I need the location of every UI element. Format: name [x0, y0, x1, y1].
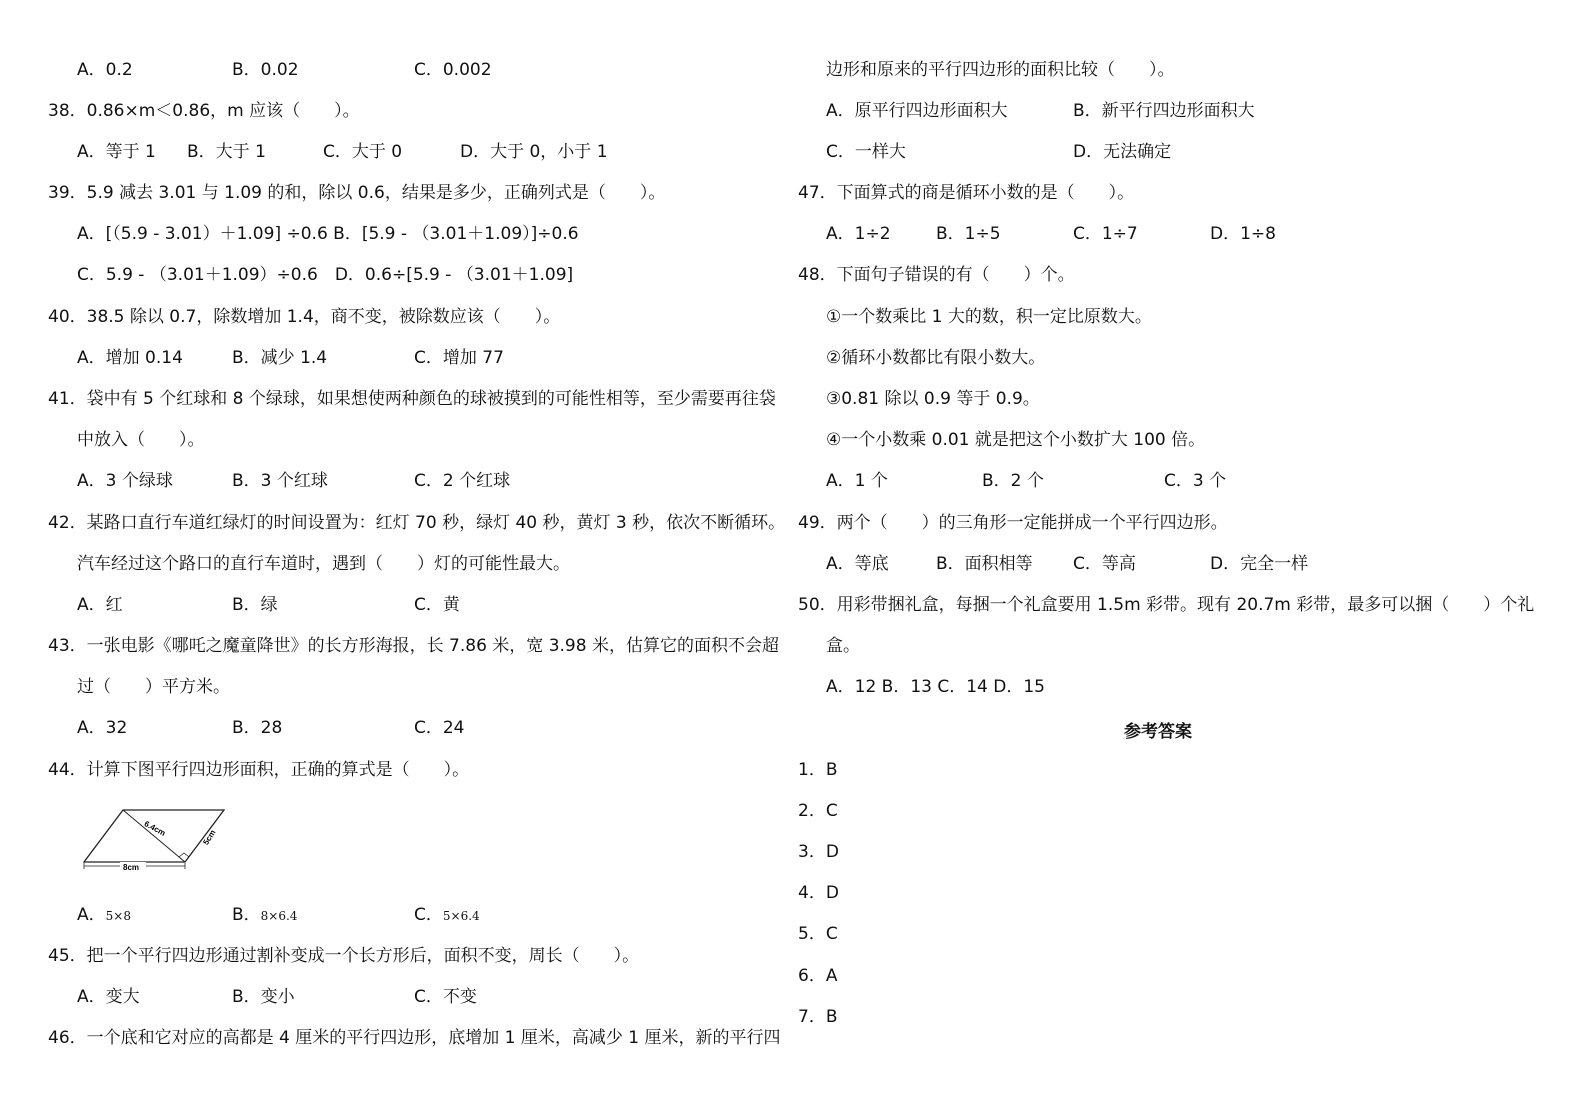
q41-stem-line1: 41．袋中有 5 个红球和 8 个绿球，如果想使两种颜色的球被摸到的可能性相等，至少需要再往袋	[48, 389, 776, 409]
q49-option-c: C．等高	[1073, 554, 1136, 574]
q42-stem-line1: 42．某路口直行车道红绿灯的时间设置为：红灯 70 秒，绿灯 40 秒，黄灯 3 秒，依次不断循环。	[48, 513, 786, 533]
q41-stem-line2: 中放入（ ）。	[77, 430, 205, 450]
q40-option-a: A．增加 0.14	[77, 348, 183, 368]
q43-stem-line1: 43．一张电影《哪吒之魔童降世》的长方形海报，长 7.86 米，宽 3.98 米，估算它的面积不会超	[48, 636, 779, 656]
q47-option-c: C．1÷7	[1073, 224, 1138, 244]
parallelogram-figure	[80, 800, 240, 875]
q50-options: A．12 B．13 C．14 D．15	[826, 677, 1045, 697]
q48-statement-4: ④一个小数乘 0.01 就是把这个小数扩大 100 倍。	[826, 430, 1206, 450]
q49-stem: 49．两个（ ）的三角形一定能拼成一个平行四边形。	[798, 513, 1228, 533]
q40-stem: 40．38.5 除以 0.7，除数增加 1.4，商不变，被除数应该（ ）。	[48, 307, 561, 327]
q50-stem-line2: 盒。	[826, 636, 860, 656]
q42-stem-line2: 汽车经过这个路口的直行车道时，遇到（ ）灯的可能性最大。	[77, 554, 570, 574]
q48-statement-1: ①一个数乘比 1 大的数，积一定比原数大。	[826, 307, 1152, 327]
label-diag: 6.4cm	[142, 819, 167, 838]
q42-option-b: B．绿	[232, 595, 278, 615]
q48-stem: 48．下面句子错误的有（ ）个。	[798, 265, 1075, 285]
answer-item: 2．C	[798, 801, 838, 821]
parallelogram-height-line	[123, 810, 185, 862]
q40-option-b: B．减少 1.4	[232, 348, 328, 368]
q48-statement-3: ③0.81 除以 0.9 等于 0.9。	[826, 389, 1040, 409]
q41-option-b: B．3 个红球	[232, 471, 328, 491]
q46-stem-line2: 边形和原来的平行四边形的面积比较（ ）。	[826, 60, 1175, 80]
q42-option-c: C．黄	[414, 595, 460, 615]
q37-option-b: B．0.02	[232, 60, 299, 80]
q37-option-c: C．0.002	[414, 60, 492, 80]
q45-stem: 45．把一个平行四边形通过割补变成一个长方形后，面积不变，周长（ ）。	[48, 946, 640, 966]
q44-option-a-formula: 5×8	[105, 909, 131, 923]
q48-option-a: A．1 个	[826, 471, 888, 491]
answers-title: 参考答案	[1124, 722, 1192, 742]
label-side: 5cm	[201, 828, 218, 847]
answer-item: 6．A	[798, 966, 838, 986]
q46-option-a: A．原平行四边形面积大	[826, 101, 1008, 121]
q44-stem: 44．计算下图平行四边形面积，正确的算式是（ ）。	[48, 760, 470, 780]
answer-item: 3．D	[798, 842, 839, 862]
answer-item: 7．B	[798, 1007, 838, 1027]
q44-option-c: C．5×6.4	[414, 905, 480, 925]
q38-option-d: D．大于 0，小于 1	[460, 142, 608, 162]
label-base: 8cm	[123, 863, 140, 872]
q46-option-c: C．一样大	[826, 142, 906, 162]
q38-stem: 38．0.86×m＜0.86，m 应该（ ）。	[48, 101, 360, 121]
q45-option-b: B．变小	[232, 987, 295, 1007]
q41-option-c: C．2 个红球	[414, 471, 511, 491]
q39-stem: 39．5.9 减去 3.01 与 1.09 的和，除以 0.6，结果是多少，正确列式是（ ）。	[48, 183, 666, 203]
q38-option-b: B．大于 1	[187, 142, 266, 162]
q38-option-a: A．等于 1	[77, 142, 156, 162]
q48-statement-2: ②循环小数都比有限小数大。	[826, 348, 1046, 368]
q43-option-b: B．28	[232, 718, 283, 738]
q39-options-ab: A．[（5.9 - 3.01）＋1.09] ÷0.6 B．[5.9 - （3.01＋1.09）]÷0.6	[77, 224, 579, 244]
q44-option-b-formula: 8×6.4	[260, 909, 298, 923]
q46-option-d: D．无法确定	[1073, 142, 1172, 162]
q48-option-b: B．2 个	[982, 471, 1044, 491]
q37-option-a: A．0.2	[77, 60, 133, 80]
q46-stem-line1: 46．一个底和它对应的高都是 4 厘米的平行四边形，底增加 1 厘米，高减少 1 厘米，新的平行四	[48, 1028, 781, 1048]
q42-option-a: A．红	[77, 595, 123, 615]
q39-options-cd: C．5.9 - （3.01＋1.09）÷0.6 D．0.6÷[5.9 - （3.01＋1.09]	[77, 265, 574, 285]
q47-option-d: D．1÷8	[1210, 224, 1276, 244]
q40-option-c: C．增加 77	[414, 348, 504, 368]
q45-option-c: C．不变	[414, 987, 477, 1007]
q47-option-b: B．1÷5	[936, 224, 1001, 244]
q44-option-b: B．8×6.4	[232, 905, 298, 925]
answer-item: 1．B	[798, 760, 838, 780]
q43-option-a: A．32	[77, 718, 128, 738]
q48-option-c: C．3 个	[1164, 471, 1227, 491]
q44-option-c-formula: 5×6.4	[442, 909, 480, 923]
q49-option-b: B．面积相等	[936, 554, 1033, 574]
q38-option-c: C．大于 0	[323, 142, 403, 162]
q46-option-b: B．新平行四边形面积大	[1073, 101, 1255, 121]
q45-option-a: A．变大	[77, 987, 140, 1007]
answer-item: 5．C	[798, 924, 838, 944]
q49-option-a: A．等底	[826, 554, 889, 574]
q44-option-a: A．5×8	[77, 905, 131, 925]
q49-option-d: D．完全一样	[1210, 554, 1309, 574]
q50-stem-line1: 50．用彩带捆礼盒，每捆一个礼盒要用 1.5m 彩带。现有 20.7m 彩带，最多可以捆（ ）个礼	[798, 595, 1535, 615]
q47-stem: 47．下面算式的商是循环小数的是（ ）。	[798, 183, 1135, 203]
q41-option-a: A．3 个绿球	[77, 471, 173, 491]
q47-option-a: A．1÷2	[826, 224, 891, 244]
q43-stem-line2: 过（ ）平方米。	[77, 677, 230, 697]
right-angle-mark	[179, 853, 189, 857]
q43-option-c: C．24	[414, 718, 465, 738]
answer-item: 4．D	[798, 883, 839, 903]
